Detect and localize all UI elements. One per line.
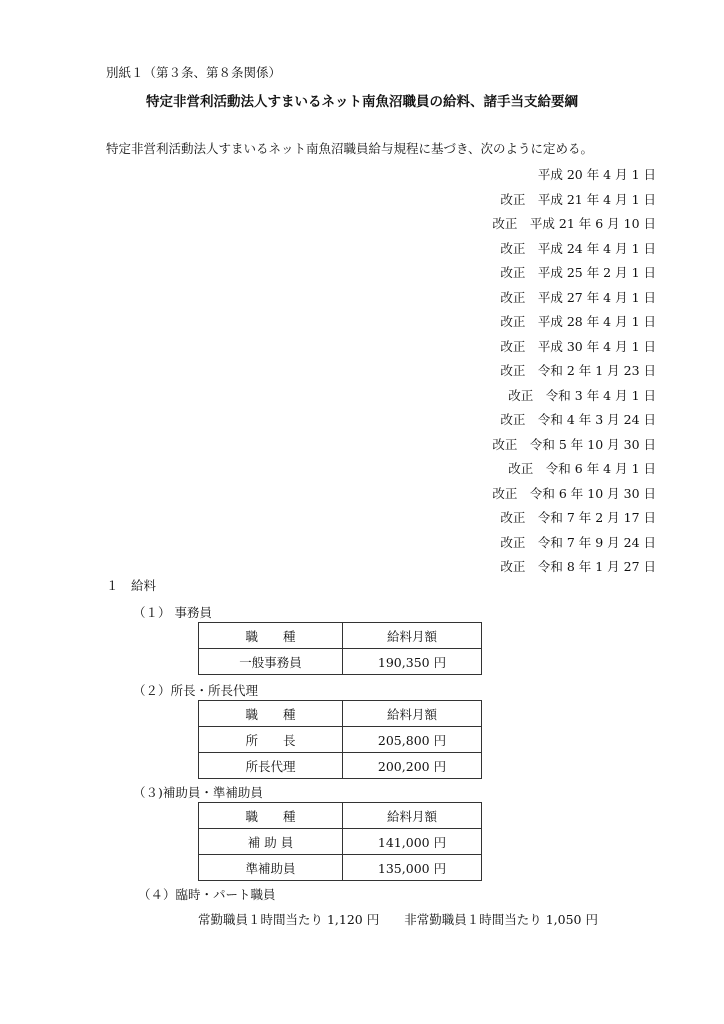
table-row bbox=[199, 855, 482, 881]
revision-date: 改正 平成 30 年 4 月 1 日 bbox=[500, 338, 656, 354]
section-heading-salary: １ 給料 bbox=[106, 578, 157, 593]
subsection-heading-director: （２）所長・所長代理 bbox=[133, 683, 259, 698]
salary-cell: 190,350 円 bbox=[343, 649, 482, 675]
job-type-cell: 所 長 bbox=[199, 727, 343, 753]
table-row bbox=[199, 753, 482, 779]
salary-table-clerk bbox=[198, 622, 482, 675]
hourly-rate-text: 常勤職員１時間当たり 1,120 円 非常勤職員１時間当たり 1,050 円 bbox=[198, 912, 598, 927]
revision-date: 平成 20 年 4 月 1 日 bbox=[537, 167, 656, 182]
header-cell-monthly-salary: 給料月額 bbox=[343, 623, 482, 649]
header-cell-job-type: 職 種 bbox=[199, 701, 343, 727]
header-cell-monthly-salary: 給料月額 bbox=[343, 701, 482, 727]
header-cell-job-type: 職 種 bbox=[199, 623, 343, 649]
table-row bbox=[199, 829, 482, 855]
job-type-cell: 準補助員 bbox=[199, 855, 343, 881]
revision-date: 改正 平成 28 年 4 月 1 日 bbox=[500, 314, 656, 329]
attachment-label: 別紙１（第３条、第８条関係） bbox=[106, 65, 282, 80]
salary-table-assistant bbox=[198, 802, 482, 881]
job-type-cell: 所長代理 bbox=[199, 753, 343, 779]
intro-paragraph: 特定非営利活動法人すまいるネット南魚沼職員給与規程に基づき、次のように定める。 bbox=[106, 141, 594, 156]
revision-date: 改正 令和 6 年 10 月 30 日 bbox=[492, 485, 656, 501]
revision-date: 改正 令和 2 年 1 月 23 日 bbox=[500, 363, 656, 378]
revision-history bbox=[492, 163, 656, 580]
table-row bbox=[199, 727, 482, 753]
subsection-heading-clerk: （１） 事務員 bbox=[133, 605, 212, 620]
table-header-row bbox=[199, 623, 482, 649]
table-row bbox=[199, 649, 482, 675]
job-type-cell: 補 助 員 bbox=[199, 829, 343, 855]
document-title: 特定非営利活動法人すまいるネット南魚沼職員の給料、諸手当支給要綱 bbox=[146, 94, 578, 110]
salary-cell: 205,800 円 bbox=[343, 727, 482, 753]
revision-date: 改正 令和 8 年 1 月 27 日 bbox=[500, 559, 656, 574]
salary-cell: 141,000 円 bbox=[343, 829, 482, 855]
header-cell-job-type: 職 種 bbox=[199, 803, 343, 829]
table-header-row bbox=[199, 803, 482, 829]
revision-date: 改正 平成 21 年 4 月 1 日 bbox=[500, 191, 656, 207]
revision-date: 改正 令和 6 年 4 月 1 日 bbox=[508, 461, 656, 476]
salary-table-director bbox=[198, 700, 482, 779]
revision-date: 改正 令和 5 年 10 月 30 日 bbox=[492, 436, 656, 452]
revision-date: 改正 平成 25 年 2 月 1 日 bbox=[500, 265, 656, 280]
revision-date: 改正 令和 4 年 3 月 24 日 bbox=[500, 412, 656, 427]
job-type-cell: 一般事務員 bbox=[199, 649, 343, 675]
revision-date: 改正 令和 7 年 9 月 24 日 bbox=[500, 534, 656, 550]
revision-date: 改正 令和 3 年 4 月 1 日 bbox=[508, 387, 656, 403]
revision-date: 改正 令和 7 年 2 月 17 日 bbox=[500, 510, 656, 525]
revision-date: 改正 平成 24 年 4 月 1 日 bbox=[500, 240, 656, 256]
revision-date: 改正 平成 21 年 6 月 10 日 bbox=[492, 216, 656, 231]
subsection-heading-part-time: （４）臨時・パート職員 bbox=[138, 887, 276, 902]
table-header-row bbox=[199, 701, 482, 727]
header-cell-monthly-salary: 給料月額 bbox=[343, 803, 482, 829]
salary-cell: 135,000 円 bbox=[343, 855, 482, 881]
subsection-heading-assistant: （３)補助員・準補助員 bbox=[133, 785, 263, 800]
salary-cell: 200,200 円 bbox=[343, 753, 482, 779]
revision-date: 改正 平成 27 年 4 月 1 日 bbox=[500, 289, 656, 305]
